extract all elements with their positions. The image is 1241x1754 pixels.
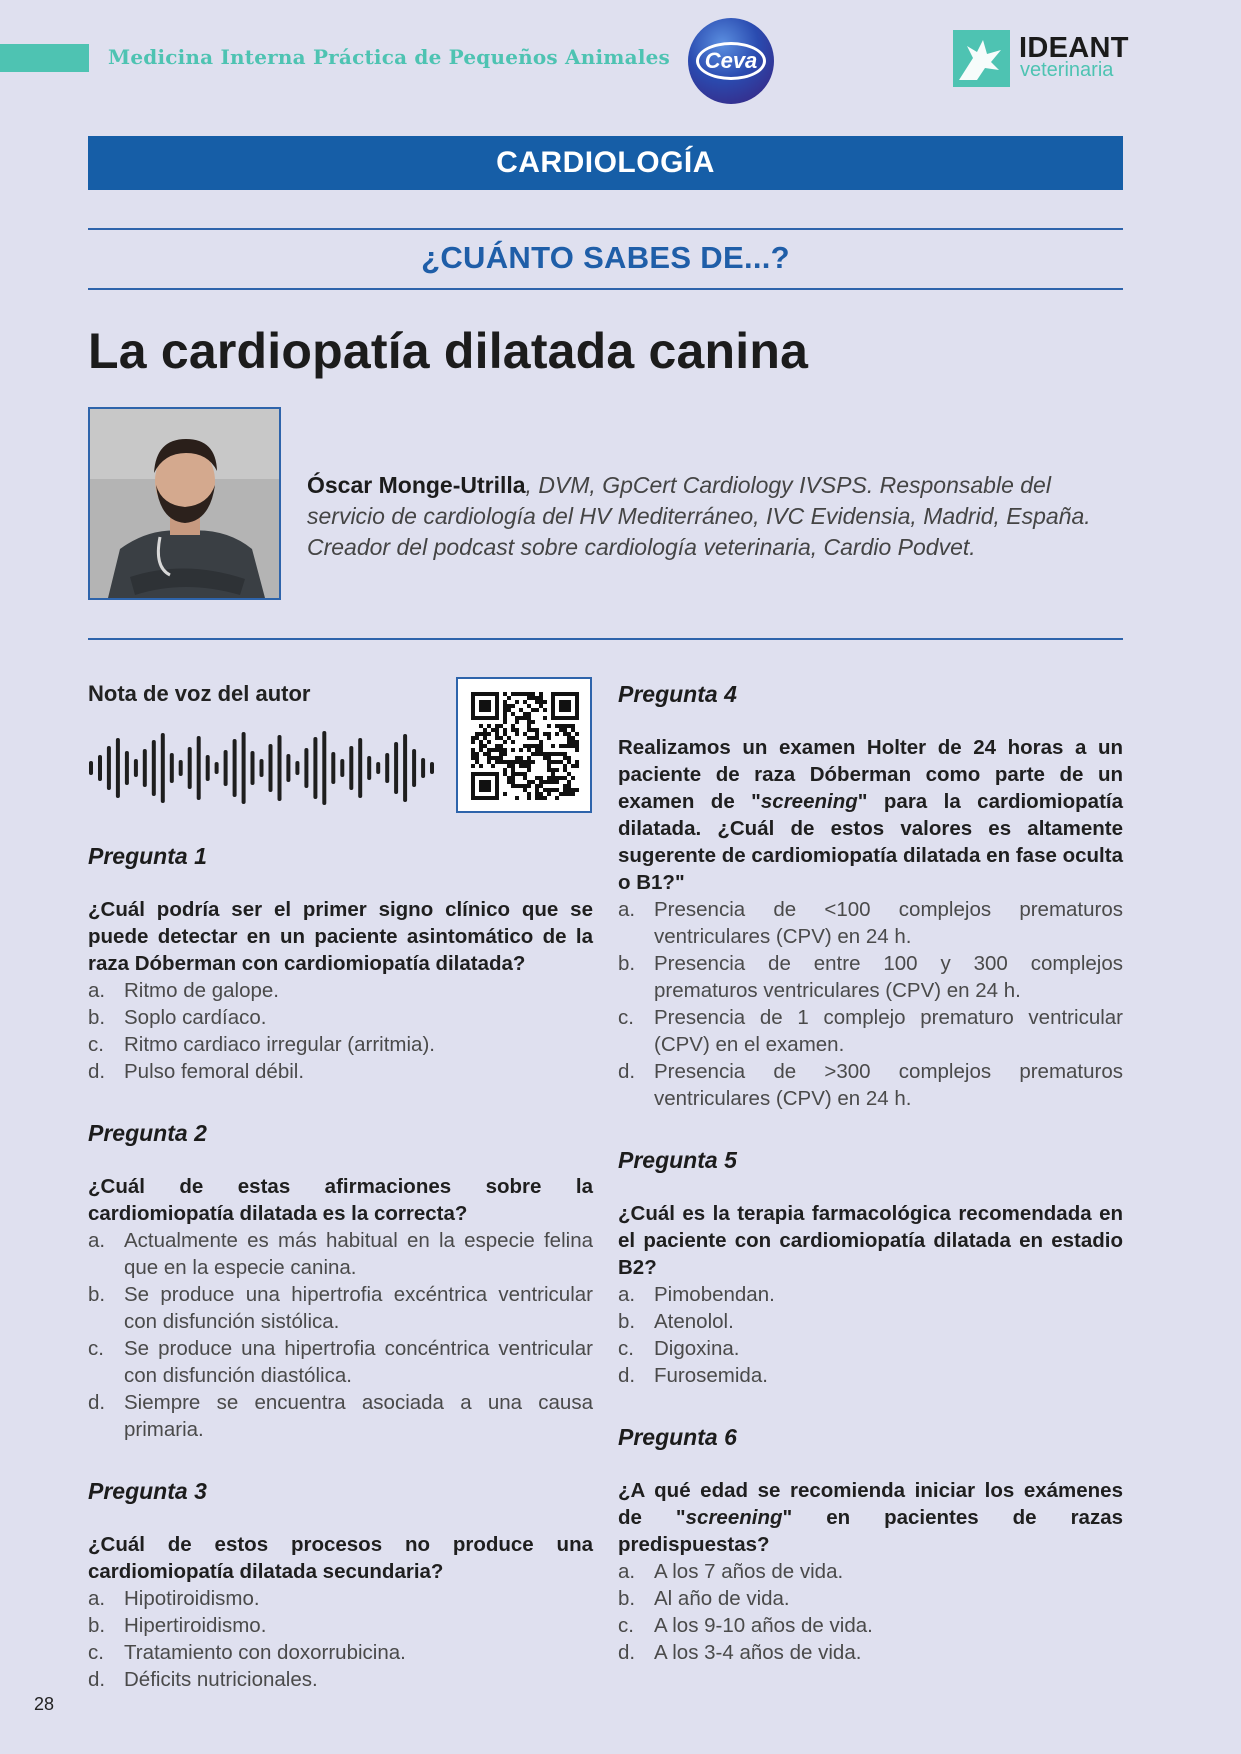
ideant-logo-icon [953,30,1010,87]
question-heading: Pregunta 5 [618,1147,737,1173]
answer-option: d. Presencia de >300 complejos prematuros ventriculares (CPV) en 24 h. [618,1060,1123,1110]
article-title: La cardiopatía dilatada canina [88,323,809,379]
header-accent-bar [0,44,89,72]
answer-option: b. Atenolol. [618,1310,734,1333]
section-banner: CARDIOLOGÍA [88,136,1123,190]
answer-option: c. Se produce una hipertrofia concéntrica ventricular con disfunción diastólica. [88,1337,593,1387]
question-text: ¿Cuál es la terapia farmacológica recomendada en el paciente con cardiomiopatía dilatada en estadio B2? [618,1202,1123,1279]
answer-option: a. Ritmo de galope. [88,979,279,1002]
answer-options [618,1558,1123,1666]
question-heading: Pregunta 4 [618,681,737,707]
answer-option: b. Presencia de entre 100 y 300 complejos prematuros ventriculares (CPV) en 24 h. [618,952,1123,1002]
answer-option: a. Hipotiroidismo. [88,1587,260,1610]
questions-right-column [618,680,1123,1700]
answer-option: b. Soplo cardíaco. [88,1006,267,1029]
question-3 [88,1477,593,1693]
answer-option: c. Ritmo cardiaco irregular (arritmia). [88,1033,435,1056]
ceva-logo-text: Ceva [704,48,758,73]
author-photo [88,407,281,600]
answer-option: c. Tratamiento con doxorrubicina. [88,1641,406,1664]
answer-option: d. Pulso femoral débil. [88,1060,305,1083]
author-credentials: , DVM, GpCert Cardiology IVSPS. Responsable del servicio de cardiología del HV Mediterráneo, IVC Evidensia, Madrid, España. Creador del podcast sobre cardiología veterinaria, Cardio Podvet. [307,472,1091,560]
answer-option: b. Al año de vida. [618,1587,790,1610]
page-number: 28 [34,1694,55,1714]
question-heading: Pregunta 6 [618,1424,737,1450]
kicker-rule-top [88,228,1123,230]
question-6 [618,1423,1123,1666]
publisher-subtitle: veterinaria [1020,59,1114,81]
answer-option: d. A los 3-4 años de vida. [618,1641,862,1664]
answer-options [88,977,593,1085]
answer-option: a. Presencia de <100 complejos prematuros ventriculares (CPV) en 24 h. [618,898,1123,948]
answer-option: c. Presencia de 1 complejo prematuro ventricular (CPV) en el examen. [618,1006,1123,1056]
voice-note-label: Nota de voz del autor [88,681,311,706]
answer-option: d. Siempre se encuentra asociada a una causa primaria. [88,1391,593,1441]
answer-option: c. A los 9-10 años de vida. [618,1614,873,1637]
question-text: Realizamos un examen Holter de 24 horas a un paciente de raza Dóberman como parte de un examen de "screening" para la cardiomiopatía dilatada. ¿Cuál de estos valores es altamente sugerente de cardiomiopatía dilatada en fase oculta o B1?" [618,736,1123,894]
question-1 [88,842,593,1085]
voice-note-waveform-icon[interactable] [88,728,438,813]
author-bio [307,470,1123,563]
answer-option: a. Pimobendan. [618,1283,775,1306]
answer-options [88,1585,593,1693]
question-2 [88,1119,593,1443]
answer-options [88,1227,593,1443]
question-5 [618,1146,1123,1389]
answer-option: a. A los 7 años de vida. [618,1560,844,1583]
question-heading: Pregunta 2 [88,1120,207,1146]
author-divider [88,638,1123,640]
answer-options [618,1281,1123,1389]
question-text: ¿Cuál de estas afirmaciones sobre la cardiomiopatía dilatada es la correcta? [88,1175,593,1225]
answer-option: c. Digoxina. [618,1337,740,1360]
kicker-rule-bottom [88,288,1123,290]
question-text: ¿Cuál podría ser el primer signo clínico que se puede detectar en un paciente asintomático de la raza Dóberman con cardiomiopatía dilatada? [88,898,593,975]
answer-option: d. Furosemida. [618,1364,768,1387]
author-name: Óscar Monge-Utrilla [307,472,526,498]
quiz-kicker: ¿CUÁNTO SABES DE...? [421,240,790,275]
answer-option: b. Se produce una hipertrofia excéntrica ventricular con disfunción sistólica. [88,1283,593,1333]
answer-option: b. Hipertiroidismo. [88,1614,267,1637]
publisher-name: IDEANT [1019,32,1129,64]
question-heading: Pregunta 1 [88,843,207,869]
journal-title: Medicina Interna Práctica de Pequeños Animales [108,45,671,69]
answer-option: d. Déficits nutricionales. [88,1668,318,1691]
answer-options [618,896,1123,1112]
question-heading: Pregunta 3 [88,1478,207,1504]
answer-option: a. Actualmente es más habitual en la especie felina que en la especie canina. [88,1229,593,1279]
question-text: ¿A qué edad se recomienda iniciar los exámenes de "screening" en pacientes de razas predispuestas? [618,1479,1124,1556]
question-text: ¿Cuál de estos procesos no produce una cardiomiopatía dilatada secundaria? [88,1533,593,1583]
questions-left-column [88,842,593,1727]
question-4 [618,680,1123,1112]
ceva-logo [688,18,774,104]
qr-code[interactable] [456,677,592,813]
